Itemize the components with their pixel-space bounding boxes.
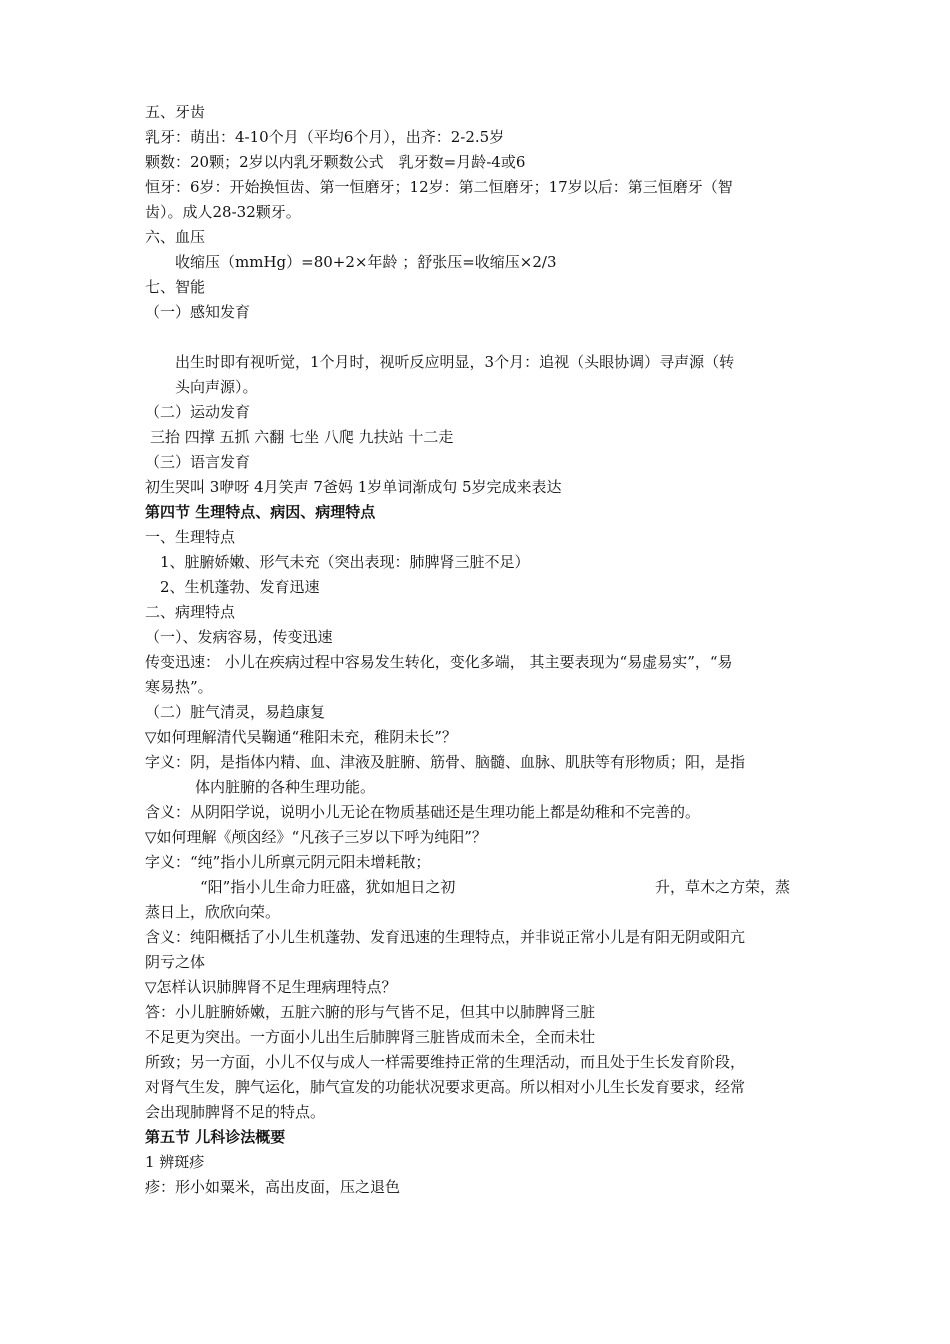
text-line: 蒸日上，欣欣向荣。 [145,903,281,921]
text-line: 会出现肺脾肾不足的特点。 [145,1103,326,1121]
text-line: 字义：阴，是指体内精、血、津液及脏腑、筋骨、脑髓、血脉、肌肤等有形物质；阳，是指 [145,753,746,771]
text-line: 疹：形小如粟米，高出皮面，压之退色 [145,1178,401,1196]
text-line: 乳牙：萌出：4-10个月（平均6个月），出齐：2-2.5岁 [145,128,505,146]
heading-intelligence: 七、智能 [145,278,206,296]
formula-line: 收缩压（mmHg）=80+2×年龄 ；舒张压=收缩压×2/3 [175,253,557,271]
question-line: ▽如何理解清代吴鞠通“稚阳未充，稚阴未长”？ [145,728,457,746]
text-line: 含义：纯阳概括了小儿生机蓬勃、发育迅速的生理特点，并非说正常小儿是有阳无阴或阳亢 [145,928,746,946]
heading-blood-pressure: 六、血压 [145,228,206,246]
subheading: （二）脏气清灵，易趋康复 [145,703,326,721]
text-line [200,875,815,900]
section-title: 第五节 儿科诊法概要 [145,1128,286,1146]
question-line: ▽怎样认识肺脾肾不足生理病理特点？ [145,978,397,996]
text-line: 对肾气生发，脾气运化，肺气宣发的功能状况要求更高。所以相对小儿生长发育要求，经常 [145,1078,746,1096]
text-line: 初生哭叫 3咿呀 4月笑声 7爸妈 1岁单词渐成句 5岁完成来表达 [145,478,562,496]
subheading: （一）、发病容易，传变迅速 [145,628,333,646]
subheading: 二、病理特点 [145,603,236,621]
text-line: 不足更为突出。一方面小儿出生后肺脾肾三脏皆成而未全，全而未壮 [145,1028,596,1046]
subheading: 一、生理特点 [145,528,236,546]
subheading: 1 辨斑疹 [145,1153,205,1171]
list-item: 2、生机蓬勃、发育迅速 [160,578,320,596]
text-line: 传变迅速： 小儿在疾病过程中容易发生转化，变化多端， 其主要表现为“易虚易实”，“易 [145,653,733,671]
text-line: 寒易热”。 [145,678,213,696]
question-line: ▽如何理解《颅囟经》“凡孩子三岁以下呼为纯阳”？ [145,828,487,846]
text-line: 出生时即有视听觉，1个月时，视听反应明显，3个月：追视（头眼协调）寻声源（转 [175,353,735,371]
text-line: 所致；另一方面，小儿不仅与成人一样需要维持正常的生理活动，而且处于生长发育阶段， [145,1053,746,1071]
heading-teeth: 五、牙齿 [145,103,206,121]
text-line: 齿）。成人28-32颗牙。 [145,203,301,221]
text-line: 含义：从阴阳学说，说明小儿无论在物质基础还是生理功能上都是幼稚和不完善的。 [145,803,701,821]
subheading: （三）语言发育 [145,453,251,471]
text-line: 颗数：20颗；2岁以内乳牙颗数公式 乳牙数=月龄-4或6 [145,153,526,171]
subheading: （一）感知发育 [145,303,251,321]
text-fragment: “阳”指小儿生命力旺盛，犹如旭日之初 [200,878,456,896]
text-line: 体内脏腑的各种生理功能。 [195,778,376,796]
text-line: 恒牙：6岁：开始换恒齿、第一恒磨牙；12岁：第二恒磨牙；17岁以后：第三恒磨牙（智 [145,178,733,196]
text-line: 阴亏之体 [145,953,206,971]
text-fragment: 升，草木之方荣，蒸 [655,878,791,896]
section-title: 第四节 生理特点、病因、病理特点 [145,503,376,521]
text-line: 三抬 四撑 五抓 六翻 七坐 八爬 九扶站 十二走 [150,428,454,446]
list-item: 1、脏腑娇嫩、形气未充（突出表现：肺脾肾三脏不足） [160,553,530,571]
subheading: （二）运动发育 [145,403,251,421]
text-line: 头向声源）。 [175,378,258,396]
text-line: 字义：“纯”指小儿所禀元阴元阳未增耗散； [145,853,431,871]
text-line: 答：小儿脏腑娇嫩，五脏六腑的形与气皆不足，但其中以肺脾肾三脏 [145,1003,596,1021]
